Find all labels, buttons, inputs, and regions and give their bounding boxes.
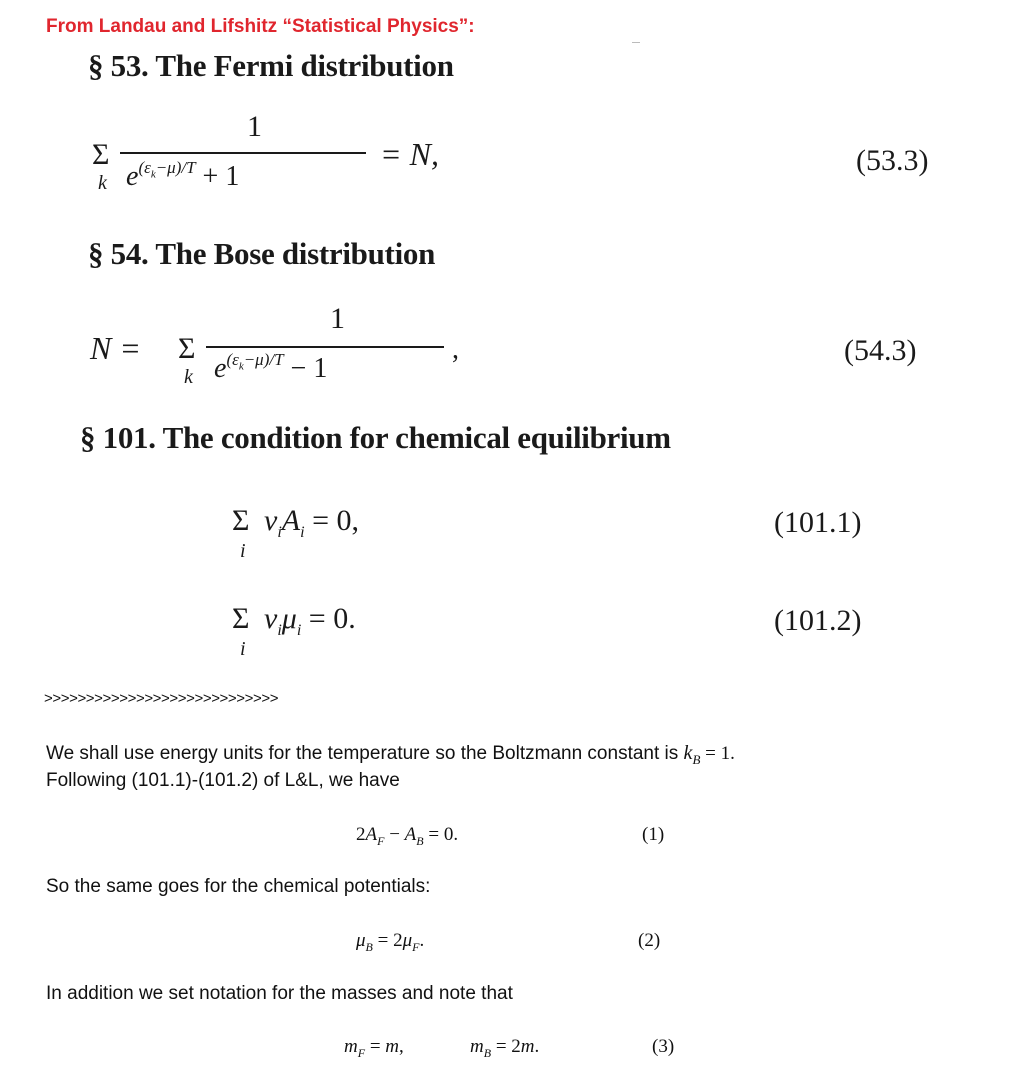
sum-index: k	[184, 366, 193, 388]
separator-line: >>>>>>>>>>>>>>>>>>>>>>>>>>>>	[44, 690, 279, 707]
equation-3-number: (3)	[652, 1036, 675, 1057]
sum-index: k	[98, 172, 107, 194]
paragraph-chemical-potentials: So the same goes for the chemical potentials:	[46, 876, 431, 897]
kb-subscript: B	[692, 752, 701, 767]
equation-1-number: (1)	[642, 824, 665, 845]
chem-eq1-body: $\nu_iA_i = 0$,	[264, 504, 359, 541]
kb-value: = 1.	[700, 743, 735, 764]
fraction-bar	[120, 152, 366, 154]
chem-eq2-number: (101.2)	[774, 604, 862, 637]
sum-index: i	[240, 540, 246, 562]
paragraph-following: Following (101.1)-(101.2) of L&L, we have	[46, 770, 400, 791]
sum-index: i	[240, 638, 246, 660]
equation-1: $2A_F - A_B = 0$.	[356, 824, 459, 848]
sum-symbol: Σ	[92, 138, 110, 171]
bose-eq-number: (54.3)	[844, 334, 917, 367]
fraction-denominator: $e^{(\varepsilon_k-\mu)/T} + 1$	[126, 158, 240, 192]
fermi-heading: § 53. The Fermi distribution	[88, 48, 454, 83]
fraction-bar	[206, 346, 444, 348]
equation-2-number: (2)	[638, 930, 661, 951]
kb-symbol	[683, 742, 701, 767]
chem-equation-1	[232, 502, 432, 572]
fraction-numerator: 1	[247, 110, 262, 143]
scan-artifact	[632, 42, 640, 43]
sum-symbol: Σ	[232, 602, 250, 635]
source-label: From Landau and Lifshitz “Statistical Physics”:	[46, 16, 475, 37]
paragraph-boltzmann	[46, 742, 735, 768]
fraction-denominator: $e^{(\varepsilon_k-\mu)/T} - 1$	[214, 350, 328, 384]
bose-lhs: N =	[90, 330, 141, 366]
chem-eq1-number: (101.1)	[774, 506, 862, 539]
fermi-equation	[90, 110, 490, 210]
equation-2: $\mu_B = 2\mu_F$.	[356, 930, 425, 954]
sum-symbol: Σ	[178, 332, 196, 365]
bose-heading: § 54. The Bose distribution	[88, 236, 436, 271]
chemical-heading: § 101. The condition for chemical equilibrium	[80, 420, 671, 455]
equation-3-rhs: $m_B = 2m$.	[470, 1036, 540, 1060]
fraction-numerator: 1	[330, 302, 345, 335]
chem-equation-2	[232, 600, 432, 670]
fermi-eq-number: (53.3)	[856, 144, 929, 177]
equation-3-lhs: $m_F = m$,	[344, 1036, 404, 1060]
bose-trailing-comma: ,	[452, 334, 459, 365]
fermi-rhs: = N,	[380, 136, 439, 172]
paragraph-masses: In addition we set notation for the masses and note that	[46, 983, 513, 1004]
sum-symbol: Σ	[232, 504, 250, 537]
paragraph-text: We shall use energy units for the temperature so the Boltzmann constant is	[46, 743, 684, 764]
chem-eq2-body: $\nu_i\mu_i = 0$.	[264, 602, 356, 639]
bose-equation	[90, 300, 490, 400]
kb-letter: k	[683, 742, 693, 764]
